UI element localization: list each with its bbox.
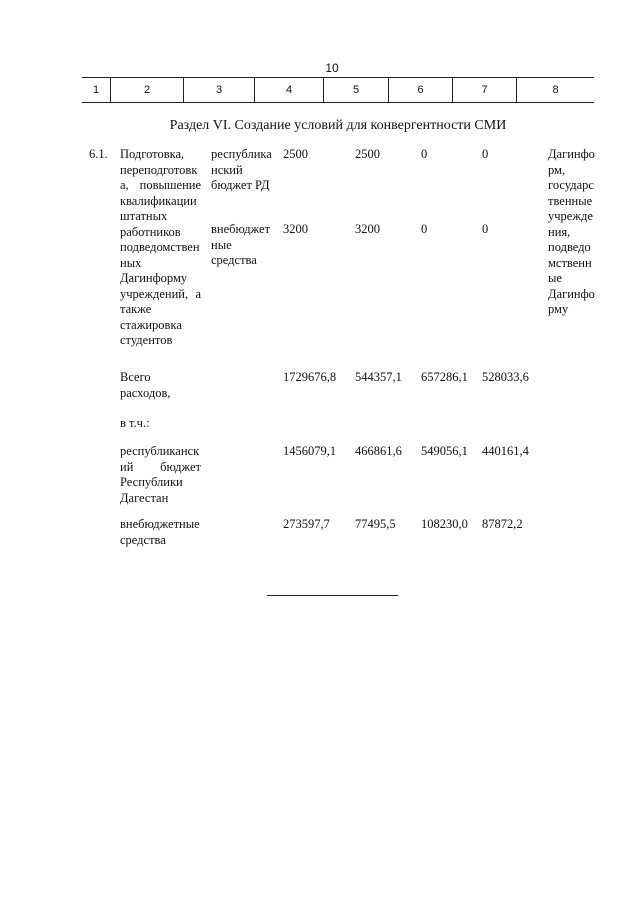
funding-2-col-4: 3200: [283, 222, 308, 236]
extrabudget-col-6: 108230,0: [421, 517, 468, 531]
header-col-7: 7: [453, 78, 517, 102]
republican-label: республиканский бюджет Республики Дагестан: [120, 444, 201, 505]
closing-rule: [267, 595, 398, 596]
funding-source-2: внебюджетные средства: [211, 222, 271, 267]
header-col-5: 5: [324, 78, 389, 102]
republican-col-7: 440161,4: [482, 444, 529, 458]
funding-2-col-7: 0: [482, 222, 489, 236]
item-description: Подготовка, переподготовка, повышение квалификации штатных работников подведомственных Дагинформу учреждений, а также стажировка студентов: [120, 147, 201, 347]
item-number: 6.1.: [89, 147, 108, 161]
funding-source-1: республиканский бюджет РД: [211, 147, 272, 192]
page-number: 10: [325, 61, 339, 75]
extrabudget-col-5: 77495,5: [355, 517, 396, 531]
table-header-row: [82, 77, 594, 103]
extrabudget-col-4: 273597,7: [283, 517, 330, 531]
header-col-8: 8: [552, 84, 559, 96]
header-col-3: 3: [184, 78, 255, 102]
item-executor: Дагинформ, государственные учреждения, подведомственные Дагинформу: [548, 147, 595, 316]
funding-2-col-6: 0: [421, 222, 428, 236]
republican-col-6: 549056,1: [421, 444, 468, 458]
funding-1-col-5: 2500: [355, 147, 380, 161]
section-title: Раздел VI. Создание условий для конвергентности СМИ: [169, 118, 507, 133]
header-col-2: 2: [111, 78, 184, 102]
funding-1-col-7: 0: [482, 147, 489, 161]
including-label: в т.ч.:: [120, 416, 150, 430]
total-col-5: 544357,1: [355, 370, 402, 384]
republican-col-5: 466861,6: [355, 444, 402, 458]
funding-1-col-6: 0: [421, 147, 428, 161]
total-col-7: 528033,6: [482, 370, 529, 384]
republican-col-4: 1456079,1: [283, 444, 337, 458]
extrabudget-label: внебюджетные средства: [120, 517, 200, 547]
total-label: Всего расходов,: [120, 370, 171, 400]
header-col-6: 6: [389, 78, 453, 102]
total-col-4: 1729676,8: [283, 370, 337, 384]
extrabudget-col-7: 87872,2: [482, 517, 523, 531]
total-col-6: 657286,1: [421, 370, 468, 384]
funding-2-col-5: 3200: [355, 222, 380, 236]
funding-1-col-4: 2500: [283, 147, 308, 161]
header-col-4: 4: [255, 78, 324, 102]
header-col-1: 1: [82, 78, 111, 102]
